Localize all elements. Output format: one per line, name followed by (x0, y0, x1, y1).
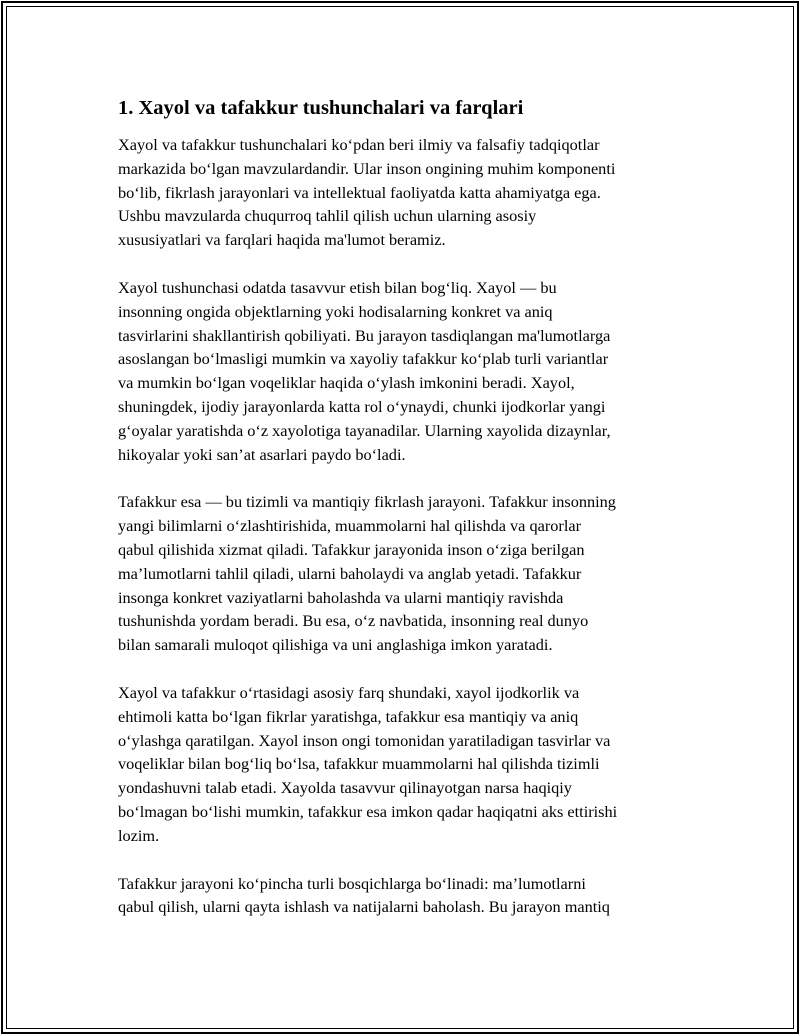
text-line: bo‘lmagan bo‘lishi mumkin, tafakkur esa imkon qadar haqiqatni aks ettirishi (118, 801, 618, 821)
paragraph-2 (118, 276, 688, 466)
text-line: Xayol va tafakkur tushunchalari ko‘pdan beri ilmiy va falsafiy tadqiqotlar (118, 135, 600, 154)
text-line: insonga konkret vaziyatlarni baholashda va ularni mantiqiy ravishda (118, 587, 564, 607)
text-line: tushunishda yordam beradi. Bu esa, o‘z navbatida, insonning real dunyo (118, 611, 589, 631)
text-line: insonning ongida objektlarning yoki hodisalarning konkret va aniq (118, 301, 553, 321)
text-line: ma’lumotlarni tahlil qiladi, ularni baholaydi va anglab yetadi. Tafakkur (118, 563, 582, 583)
text-line: ehtimoli katta bo‘lgan fikrlar yaratishga, tafakkur esa mantiqiy va aniq (118, 706, 579, 726)
text-line: asoslangan bo‘lmasligi mumkin va xayoliy tafakkur ko‘plab turli variantlar (118, 349, 609, 369)
text-line: o‘ylashga qaratilgan. Xayol inson ongi tomonidan yaratiladigan tasvirlar va (118, 730, 611, 750)
text-line: bo‘lib, fikrlash jarayonlari va intellektual faoliyatda katta ahamiyatga ega. (118, 182, 601, 202)
text-line: voqeliklar bilan bog‘liq bo‘lsa, tafakkur muammolarni hal qilishda tizimli (118, 754, 600, 774)
document-body (118, 96, 688, 943)
text-line: Tafakkur esa — bu tizimli va mantiqiy fikrlash jarayoni. Tafakkur insonning (118, 492, 616, 512)
text-line: yangi bilimlarni o‘zlashtirishida, muammolarni hal qilishda va qarorlar (118, 516, 581, 536)
text-line: markazida bo‘lgan mavzulardandir. Ular inson ongining muhim komponenti (118, 158, 616, 178)
text-line: hikoyalar yoki san’at asarlari paydo bo‘ladi. (118, 444, 406, 464)
text-line: qabul qilishida xizmat qiladi. Tafakkur jarayonida inson o‘ziga berilgan (118, 539, 585, 559)
text-line: Xayol va tafakkur o‘rtasidagi asosiy farq shundaki, xayol ijodkorlik va (118, 682, 580, 702)
text-line: Ushbu mavzularda chuqurroq tahlil qilish uchun ularning asosiy (118, 206, 537, 226)
text-line: lozim. (118, 825, 160, 845)
text-line: qabul qilish, ularni qayta ishlash va natijalarni baholash. Bu jarayon mantiq (118, 897, 610, 917)
text-line: xususiyatlari va farqlari haqida ma'lumot beramiz. (118, 230, 446, 250)
text-line: Xayol tushunchasi odatda tasavvur etish bilan bog‘liq. Xayol — bu (118, 277, 557, 297)
text-line: g‘oyalar yaratishda o‘z xayolotiga tayanadilar. Ularning xayolida dizaynlar, (118, 420, 611, 440)
text-line: Tafakkur jarayoni ko‘pincha turli bosqichlarga bo‘linadi: ma’lumotlarni (118, 873, 586, 893)
paragraph-4 (118, 681, 688, 848)
paragraph-3 (118, 490, 688, 657)
paragraph-1 (118, 133, 688, 252)
text-line: va mumkin bo‘lgan voqeliklar haqida o‘ylash imkonini beradi. Xayol, (118, 373, 575, 393)
text-line: tasvirlarini shakllantirish qobiliyati. Bu jarayon tasdiqlangan ma'lumotlarga (118, 325, 611, 345)
text-line: shuningdek, ijodiy jarayonlarda katta rol o‘ynaydi, chunki ijodkorlar yangi (118, 396, 606, 416)
text-line: bilan samarali muloqot qilishiga va uni anglashiga imkon yaratadi. (118, 635, 553, 655)
text-line: yondashuvni talab etadi. Xayolda tasavvur qilinayotgan narsa haqiqiy (118, 778, 572, 798)
paragraph-5 (118, 872, 688, 920)
section-heading: 1. Xayol va tafakkur tushunchalari va farqlari (118, 97, 524, 119)
